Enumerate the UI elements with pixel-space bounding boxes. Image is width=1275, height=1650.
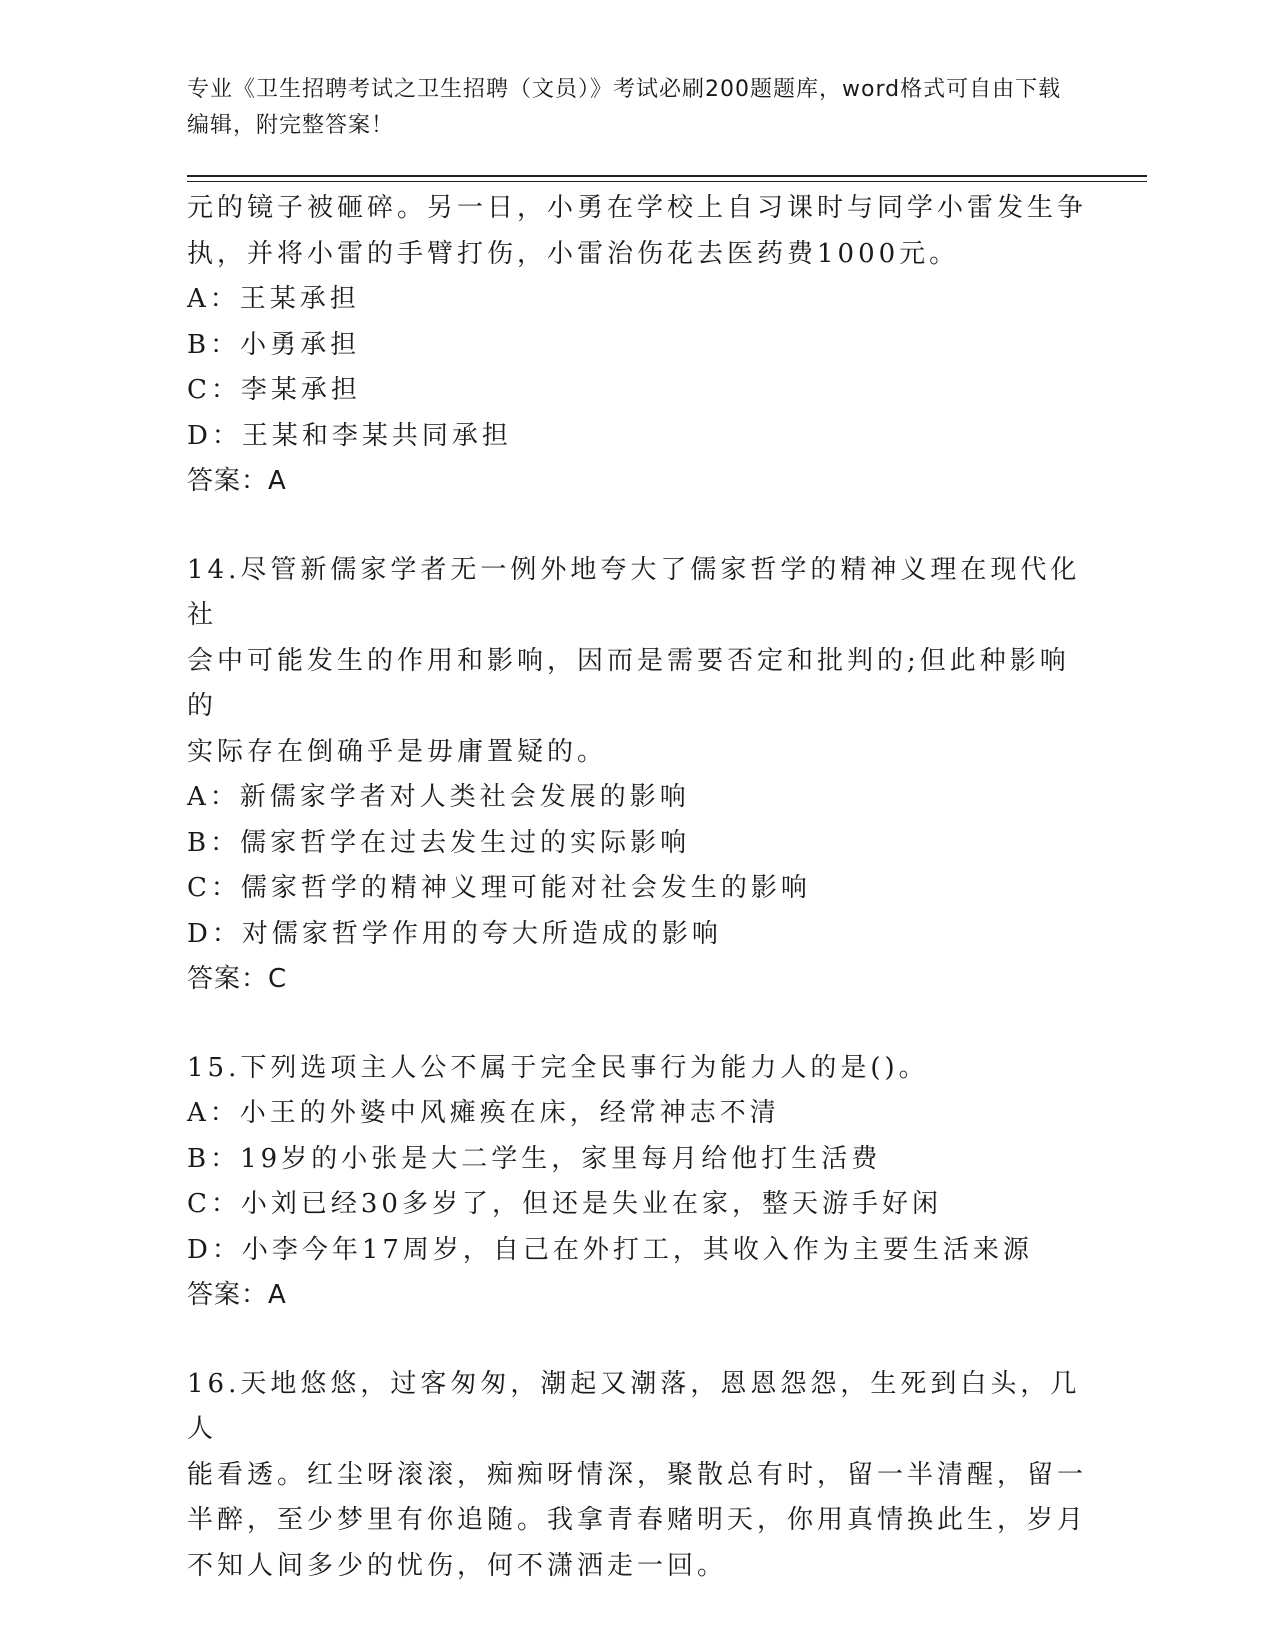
question-stem-line: 会中可能发生的作用和影响，因而是需要否定和批判的;但此种影响的 — [187, 645, 1070, 721]
question-15 — [187, 1046, 1087, 1319]
question-stem-line: 15.下列选项主人公不属于完全民事行为能力人的是()。 — [187, 1052, 929, 1083]
option-b: B：19岁的小张是大二学生，家里每月给他打生活费 — [187, 1143, 882, 1174]
header-rule-thick — [187, 175, 1147, 177]
option-a: A：王某承担 — [187, 284, 360, 314]
question-stem-line: 14.尽管新儒家学者无一例外地夸大了儒家哲学的精神义理在现代化社 — [187, 554, 1081, 630]
option-d: D：王某和李某共同承担 — [187, 420, 512, 451]
option-b: B：小勇承担 — [187, 329, 361, 360]
option-b: B：儒家哲学在过去发生过的实际影响 — [187, 827, 691, 858]
question-stem-line: 16.天地悠悠，过客匆匆，潮起又潮落，恩恩怨怨，生死到白头，几人 — [187, 1368, 1081, 1444]
question-stem-line: 不知人间多少的忧伤，何不潇洒走一回。 — [187, 1550, 728, 1581]
document-header — [187, 72, 1067, 144]
question-stem-line: 元的镜子被砸碎。另一日，小勇在学校上自习课时与同学小雷发生争 — [187, 193, 1088, 223]
document-title: 专业《卫生招聘考试之卫生招聘（文员）》考试必刷200题题库，word格式可自由下载编辑，附完整答案！ — [187, 77, 1062, 138]
option-a: A：新儒家学者对人类社会发展的影响 — [187, 782, 690, 812]
answer: 答案：A — [187, 466, 287, 496]
option-c: C：儒家哲学的精神义理可能对社会发生的影响 — [187, 873, 811, 903]
question-stem-line: 半醉，至少梦里有你追随。我拿青春赌明天，你用真情换此生，岁月 — [187, 1505, 1088, 1535]
option-d: D：小李今年17周岁，自己在外打工，其收入作为主要生活来源 — [187, 1234, 1033, 1265]
option-c: C：小刘已经30多岁了，但还是失业在家，整天游手好闲 — [187, 1189, 942, 1219]
question-stem-line: 实际存在倒确乎是毋庸置疑的。 — [187, 736, 608, 767]
question-stem-line: 能看透。红尘呀滚滚，痴痴呀情深，聚散总有时，留一半清醒，留一 — [187, 1459, 1088, 1490]
option-c: C：李某承担 — [187, 375, 361, 405]
answer: 答案：A — [187, 1280, 287, 1310]
option-d: D：对儒家哲学作用的夸大所造成的影响 — [187, 918, 722, 949]
question-14 — [187, 548, 1087, 1003]
question-13-continuation — [187, 186, 1087, 505]
document-body — [187, 186, 1087, 1589]
answer: 答案：C — [187, 964, 288, 994]
question-16 — [187, 1362, 1087, 1590]
option-a: A：小王的外婆中风瘫痪在床，经常神志不清 — [187, 1098, 780, 1128]
header-rule-thin — [187, 181, 1147, 182]
question-stem-line: 执，并将小雷的手臂打伤，小雷治伤花去医药费1000元。 — [187, 238, 960, 269]
